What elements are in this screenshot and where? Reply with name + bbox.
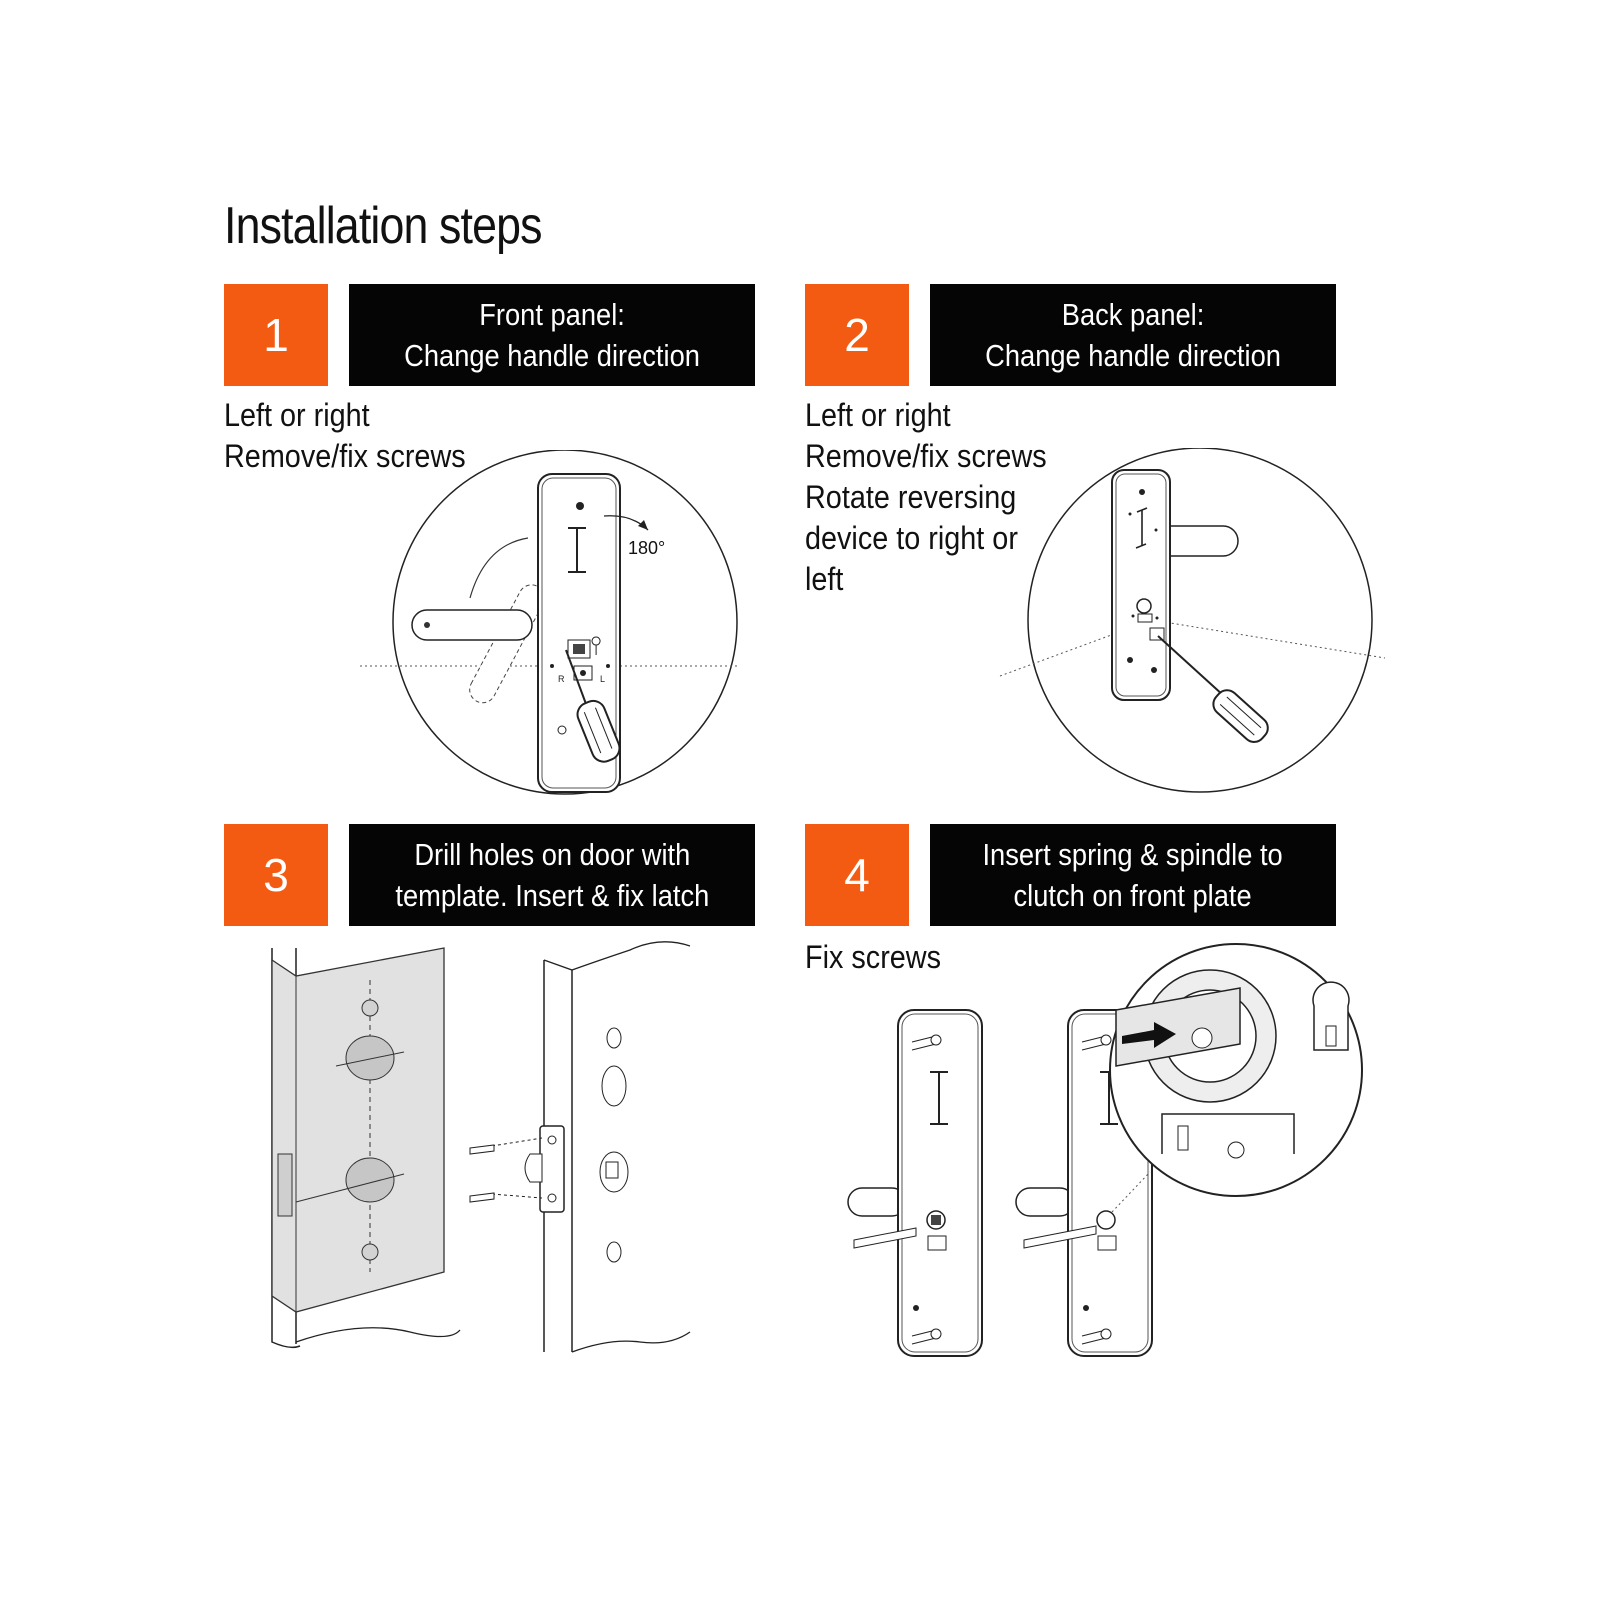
- step-2-heading-line2: Change handle direction: [985, 338, 1281, 373]
- step-3-heading-line2: template. Insert & fix latch: [395, 878, 709, 913]
- step-3-heading-line1: Drill holes on door with: [414, 837, 690, 872]
- step-4-number: 4: [805, 824, 909, 926]
- step-2-note: Remove/fix screws: [805, 438, 1047, 474]
- step-3-number: 3: [224, 824, 328, 926]
- step-1-number: 1: [224, 284, 328, 386]
- page-title: Installation steps: [224, 197, 542, 255]
- step-2-note: Left or right: [805, 397, 951, 433]
- step-2-note: device to right or: [805, 520, 1018, 556]
- step-1-front-panel-illustration: [360, 450, 760, 800]
- step-4-heading-line2: clutch on front plate: [1013, 878, 1253, 913]
- step-4-note: Fix screws: [805, 939, 941, 975]
- step-2-note: Rotate reversing: [805, 479, 1017, 515]
- step-1-note: Left or right: [224, 397, 370, 433]
- step-3-drill-template-illustration: [260, 940, 710, 1360]
- step-2-heading: [930, 284, 1336, 386]
- step-2-note: left: [805, 561, 844, 597]
- step-2-back-panel-illustration: [990, 448, 1390, 798]
- step-4-heading-line1: Insert spring & spindle to: [982, 837, 1284, 872]
- step-2-number: 2: [805, 284, 909, 386]
- svg-text:L: L: [600, 674, 606, 684]
- step-4-heading: [930, 824, 1336, 926]
- step-1-heading-line1: Front panel:: [479, 297, 625, 332]
- step-2-heading-line1: Back panel:: [1061, 297, 1205, 332]
- step-1-note: Remove/fix screws: [224, 438, 466, 474]
- step-4-spindle-clutch-illustration: [840, 940, 1400, 1370]
- step-3-heading: [349, 824, 755, 926]
- step-1-heading: [349, 284, 755, 386]
- step-1-heading-line2: Change handle direction: [404, 338, 700, 373]
- svg-text:R: R: [558, 674, 565, 684]
- rotation-angle-label: 180°: [628, 538, 666, 558]
